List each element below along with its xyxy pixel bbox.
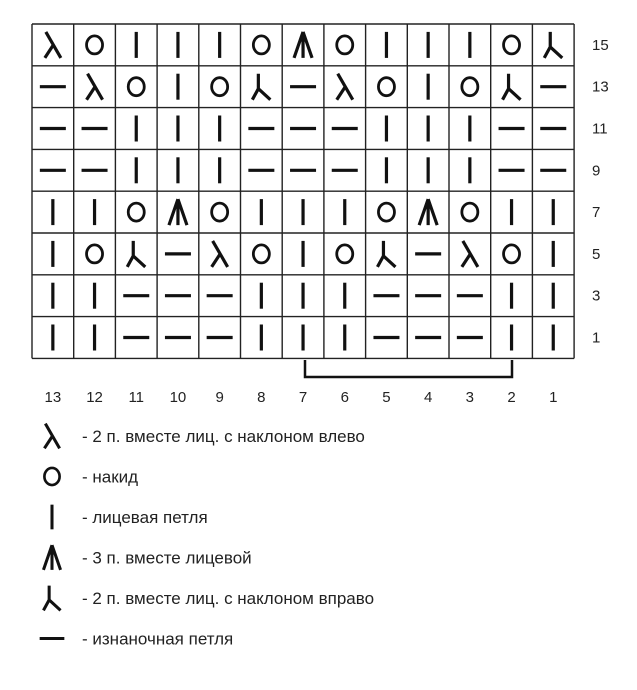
legend-item-yo [44, 468, 138, 487]
yarn-over-mark [212, 203, 228, 221]
yarn-over-mark [337, 245, 353, 263]
k2tog-left-mark [462, 241, 478, 267]
k2tog-left-mark [212, 241, 228, 267]
chart-cell-yo [128, 203, 144, 221]
legend-item-knit [52, 505, 208, 530]
row-label: 11 [592, 120, 608, 138]
chart-cell-ssk [503, 74, 521, 100]
row-label: 5 [592, 245, 601, 263]
chart-cell-ssk [544, 32, 562, 58]
k3tog-mark [419, 199, 437, 225]
chart-cell-yo [378, 78, 394, 96]
chart-cell-ssk [252, 74, 270, 100]
column-label: 12 [86, 389, 103, 406]
legend-item-ssk [43, 586, 374, 611]
chart-cell-yo [212, 78, 228, 96]
column-label: 7 [298, 389, 308, 406]
yo-icon [44, 468, 59, 485]
k2tog-right-mark [503, 74, 521, 100]
legend-item-k2tog [44, 424, 364, 449]
yarn-over-mark [462, 78, 478, 96]
yarn-over-mark [44, 468, 59, 485]
column-label: 1 [549, 389, 558, 406]
yarn-over-mark [504, 245, 520, 263]
yarn-over-mark [337, 36, 353, 54]
column-label: 2 [507, 389, 516, 406]
chart-cell-yo [87, 245, 103, 263]
yarn-over-mark [253, 245, 269, 263]
column-label: 9 [215, 389, 224, 406]
chart-cell-ssk [377, 241, 395, 267]
chart-cell-yo [253, 36, 269, 54]
row-label: 1 [592, 329, 601, 347]
chart-cell-k2tog [87, 74, 103, 100]
k2tog-right-mark [43, 586, 60, 611]
k3tog-mark [294, 32, 312, 58]
yarn-over-mark [128, 78, 144, 96]
legend-item-purl [40, 630, 234, 649]
yarn-over-mark [212, 78, 228, 96]
chart-cell-yo [462, 203, 478, 221]
chart-cell-yo [504, 36, 520, 54]
column-label: 8 [257, 389, 266, 406]
column-label: 3 [465, 389, 475, 406]
legend-text: - 2 п. вместе лиц. с наклоном вправо [82, 589, 375, 608]
legend-text: - 2 п. вместе лиц. с наклоном влево [82, 427, 365, 446]
k2tog-right-mark [252, 74, 270, 100]
yarn-over-mark [253, 36, 269, 54]
row-label: 13 [592, 78, 609, 96]
chart-cell-yo [87, 36, 103, 54]
k2tog-right-mark [377, 241, 395, 267]
k2tog-left-mark [45, 32, 61, 58]
k3tog-mark [169, 199, 187, 225]
yarn-over-mark [128, 203, 144, 221]
column-label: 13 [44, 389, 62, 406]
yarn-over-mark [504, 36, 520, 54]
k2tog-left-mark [337, 74, 353, 100]
ssk-icon [43, 586, 60, 611]
row-label: 15 [592, 36, 609, 54]
column-label: 4 [423, 389, 433, 406]
chart-cell-yo [128, 78, 144, 96]
k2tog-icon [44, 424, 59, 449]
row-label: 3 [592, 287, 601, 305]
k2tog-left-mark [44, 424, 59, 449]
legend-item-k3tog [43, 545, 251, 570]
column-label: 5 [382, 389, 391, 406]
k2tog-right-mark [127, 241, 145, 267]
row-labels [592, 37, 609, 347]
column-label: 10 [169, 389, 187, 406]
chart-cell-k3tog [419, 199, 437, 225]
chart-cell-k2tog [45, 32, 61, 58]
legend-text: - лицевая петля [82, 508, 208, 527]
chart-cell-yo [504, 245, 520, 263]
chart-cell-yo [253, 245, 269, 263]
chart-cell-ssk [127, 241, 145, 267]
column-label: 6 [340, 389, 349, 406]
chart-cell-yo [462, 78, 478, 96]
chart-cell-k2tog [337, 74, 353, 100]
legend [40, 424, 374, 649]
yarn-over-mark [87, 245, 103, 263]
yarn-over-mark [87, 36, 103, 54]
chart-cell-yo [337, 36, 353, 54]
row-label: 7 [592, 204, 601, 222]
chart-cell-k3tog [169, 199, 187, 225]
chart-cell-yo [212, 203, 228, 221]
yarn-over-mark [378, 203, 394, 221]
legend-text: - изнаночная петля [82, 629, 234, 649]
yarn-over-mark [462, 203, 478, 221]
column-labels [45, 389, 558, 406]
k3tog-icon [43, 545, 60, 570]
column-label: 11 [128, 389, 145, 406]
k2tog-left-mark [87, 74, 103, 100]
k3tog-mark [43, 545, 60, 570]
legend-text: - 3 п. вместе лицевой [82, 548, 252, 568]
chart-cell-yo [378, 203, 394, 221]
chart-cell-k3tog [294, 32, 312, 58]
k2tog-right-mark [544, 32, 562, 58]
legend-text: - накид [82, 467, 139, 487]
chart-cell-k2tog [462, 241, 478, 267]
row-label: 9 [592, 162, 601, 180]
chart-cell-yo [337, 245, 353, 263]
pattern-repeat-bracket [305, 360, 512, 377]
chart-cell-k2tog [212, 241, 228, 267]
yarn-over-mark [378, 78, 394, 96]
